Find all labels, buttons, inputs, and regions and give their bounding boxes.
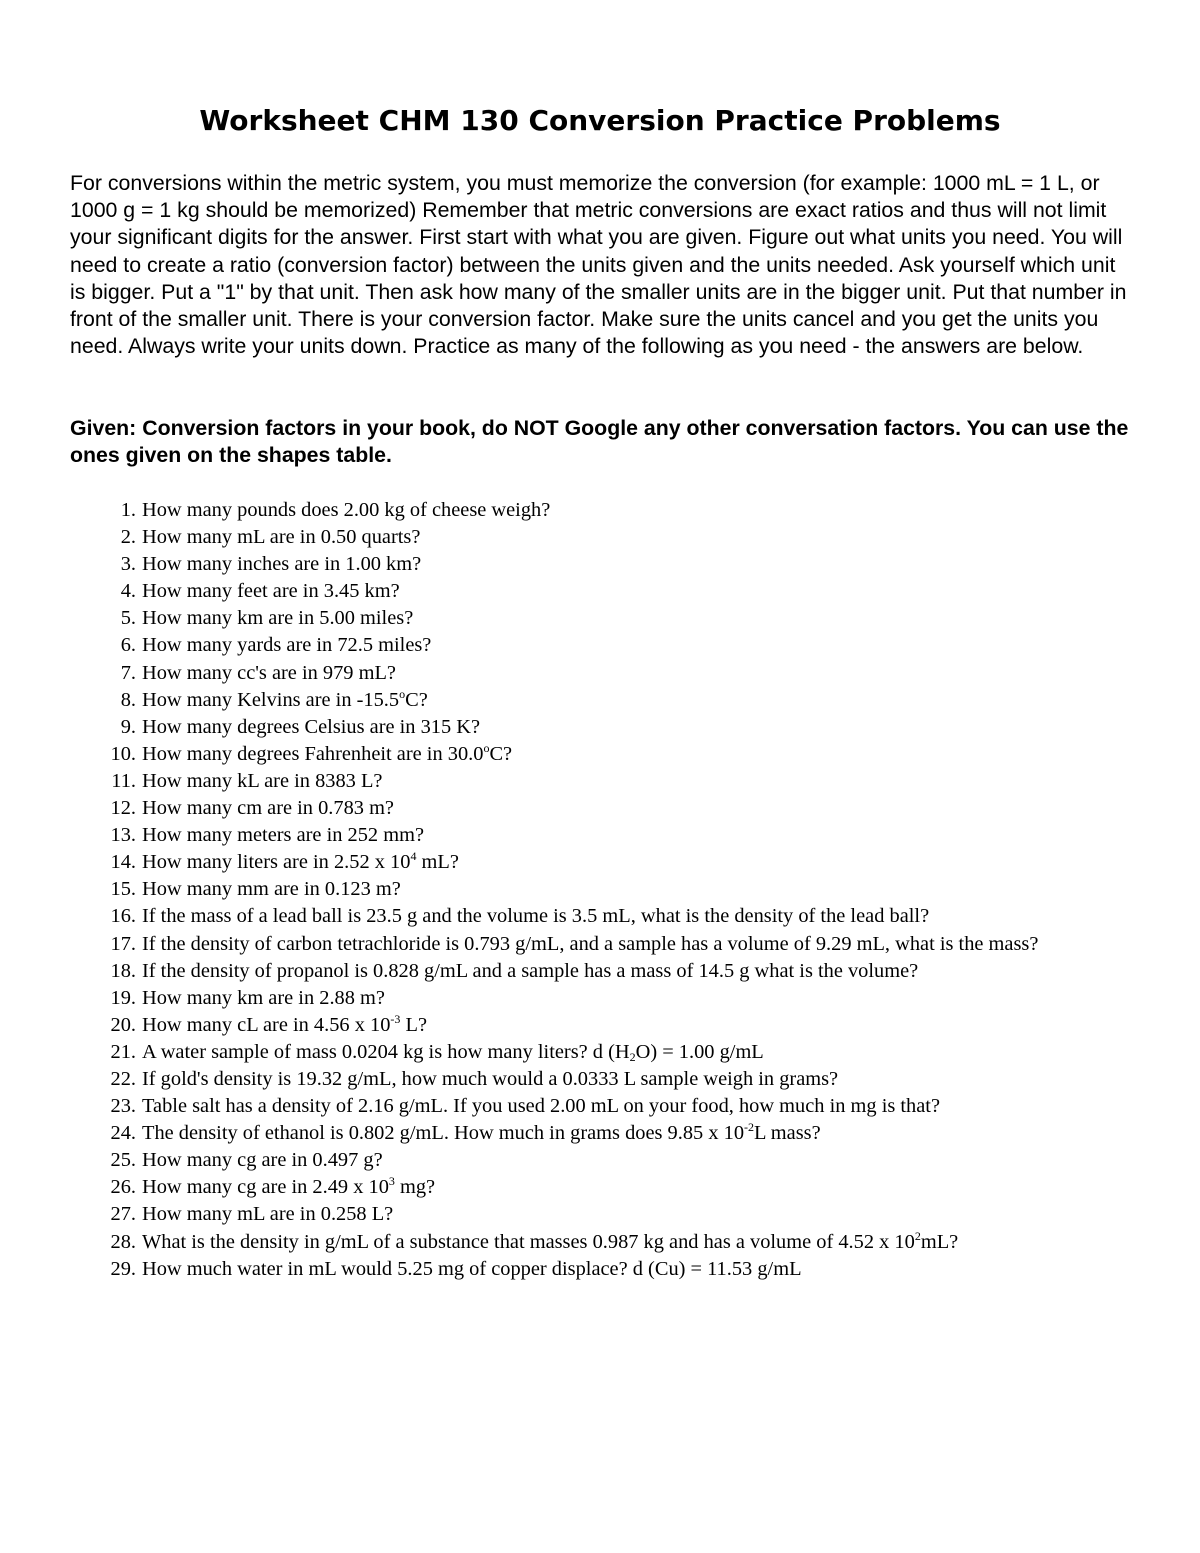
problem-text-pre: What is the density in g/mL of a substance that masses 0.987 kg and has a volume of 4.52 x 10 — [142, 1230, 915, 1253]
problem-item — [0, 497, 1200, 524]
problem-text — [142, 1122, 821, 1144]
superscript: -2 — [744, 1120, 755, 1135]
problem-item — [0, 795, 1200, 822]
problem-text-pre: A water sample of mass 0.0204 kg is how many liters? d (H — [142, 1040, 630, 1063]
problem-number: 21. — [110, 1040, 136, 1063]
problem-text: How many cg are in 0.497 g? — [142, 1149, 383, 1172]
problem-item — [0, 1147, 1200, 1174]
problem-item — [0, 1229, 1200, 1256]
problem-text: How many mL are in 0.50 quarts? — [142, 526, 421, 549]
problem-text-pre: How many Kelvins are in -15.5 — [142, 688, 400, 711]
problem-number: 24. — [110, 1122, 136, 1145]
problem-item — [0, 1256, 1200, 1283]
problem-number: 14. — [110, 851, 136, 874]
problem-item — [0, 958, 1200, 985]
superscript: 4 — [410, 849, 417, 864]
subscript: 2 — [629, 1049, 636, 1064]
problem-number: 25. — [110, 1149, 136, 1172]
problem-text-pre: How many cg are in 2.49 x 10 — [142, 1176, 389, 1199]
problem-text: If the mass of a lead ball is 23.5 g and the volume is 3.5 mL, what is the density of the lead ball? — [142, 905, 930, 928]
problem-number: 6. — [120, 634, 136, 657]
problem-text: How many mm are in 0.123 m? — [142, 878, 401, 901]
problem-item — [0, 632, 1200, 659]
problem-text: How much water in mL would 5.25 mg of copper displace? d (Cu) = 11.53 g/mL — [142, 1257, 802, 1280]
problem-item — [0, 1093, 1200, 1120]
problem-text: How many kL are in 8383 L? — [142, 769, 383, 792]
problem-text: How many inches are in 1.00 km? — [142, 553, 422, 576]
problem-item — [0, 524, 1200, 551]
intro-paragraph: For conversions within the metric system, you must memorize the conversion (for example: 1000 mL = 1 L, or 1000 g = 1 kg should be memorized) Remember that metric conversions are exact ratios and thus will not limit your significant digits for the answer. First start with what you are given. Figure out what units you need. You will need to create a ratio (conversion factor) between the units given and the units needed. Ask yourself which unit is bigger. Put a "1" by that unit. Then ask how many of the smaller units are in the bigger unit. Put that number in front of the smaller unit. There is your conversion factor. Make sure the units cancel and you get the units you need. Always write your units down. Practice as many of the following as you need - the answers are below. — [70, 171, 1127, 359]
problem-text-post: O) = 1.00 g/mL — [635, 1040, 764, 1063]
problem-text-pre: The density of ethanol is 0.802 g/mL. How much in grams does 9.85 x 10 — [142, 1122, 745, 1145]
problem-number: 27. — [110, 1203, 136, 1226]
problem-number: 26. — [110, 1176, 136, 1199]
problem-item — [0, 985, 1200, 1012]
problem-text-pre: How many cL are in 4.56 x 10 — [142, 1013, 391, 1036]
superscript: o — [483, 741, 490, 756]
problem-number: 5. — [120, 607, 136, 630]
problem-number: 7. — [120, 661, 136, 684]
problem-item — [0, 660, 1200, 687]
problem-text: How many km are in 2.88 m? — [142, 986, 385, 1009]
problem-item — [0, 714, 1200, 741]
problem-text: How many meters are in 252 mm? — [142, 824, 424, 847]
problem-item — [0, 1174, 1200, 1201]
problem-text — [142, 743, 512, 765]
problem-number: 16. — [110, 905, 136, 928]
problem-text-post: C? — [489, 742, 513, 765]
problem-number: 12. — [110, 797, 136, 820]
problem-number: 4. — [120, 580, 136, 603]
problem-text: How many degrees Celsius are in 315 K? — [142, 715, 481, 738]
problem-text: If gold's density is 19.32 g/mL, how much would a 0.0333 L sample weigh in grams? — [142, 1067, 839, 1090]
problem-text: How many km are in 5.00 miles? — [142, 607, 414, 630]
problem-text: How many mL are in 0.258 L? — [142, 1203, 394, 1226]
problem-item — [0, 578, 1200, 605]
problem-text-post: mL? — [416, 851, 459, 874]
superscript: 3 — [388, 1174, 395, 1189]
problem-item — [0, 1120, 1200, 1147]
problem-number: 2. — [120, 526, 136, 549]
problem-text — [142, 1011, 428, 1036]
superscript: o — [399, 686, 406, 701]
problem-item — [0, 1039, 1200, 1066]
problem-text: How many cc's are in 979 mL? — [142, 661, 396, 684]
given-note: Given: Conversion factors in your book, do NOT Google any other conversation factors. You can use the ones given on the shapes table. — [70, 416, 1129, 468]
problem-number: 23. — [110, 1095, 136, 1118]
problem-text: How many feet are in 3.45 km? — [142, 580, 400, 603]
problem-item — [0, 822, 1200, 849]
problem-text-post: mg? — [394, 1176, 436, 1199]
problem-number: 8. — [120, 688, 136, 711]
problem-number: 19. — [110, 986, 136, 1009]
problem-number: 28. — [110, 1230, 136, 1253]
superscript: -3 — [390, 1011, 401, 1026]
problem-text — [142, 1041, 764, 1063]
problem-number: 18. — [110, 959, 136, 982]
problem-item — [0, 876, 1200, 903]
problem-text: Table salt has a density of 2.16 g/mL. If you used 2.00 mL on your food, how much in mg is that? — [142, 1095, 941, 1118]
problem-text — [142, 686, 428, 711]
page-title: Worksheet CHM 130 Conversion Practice Problems — [199, 104, 1001, 137]
problem-text-post: C? — [405, 688, 428, 711]
problem-text: If the density of propanol is 0.828 g/mL and a sample has a mass of 14.5 g what is the volume? — [142, 959, 919, 982]
superscript: 2 — [914, 1228, 921, 1243]
problem-list — [0, 497, 1200, 1283]
problem-number: 11. — [111, 769, 136, 792]
problem-number: 1. — [120, 499, 136, 521]
problem-item — [0, 687, 1200, 714]
problem-text: If the density of carbon tetrachloride is 0.793 g/mL, and a sample has a volume of 9.29 mL, what is the mass? — [142, 932, 1039, 955]
problem-item — [0, 768, 1200, 795]
problem-item — [0, 1066, 1200, 1093]
problem-text: How many yards are in 72.5 miles? — [142, 634, 432, 657]
problem-text-post: L mass? — [754, 1122, 821, 1145]
problem-item — [0, 551, 1200, 578]
problem-number: 3. — [120, 553, 136, 576]
problem-item — [0, 903, 1200, 930]
problem-text — [142, 851, 459, 873]
problem-text: How many cm are in 0.783 m? — [142, 797, 394, 820]
problem-text — [142, 1228, 959, 1253]
problem-number: 13. — [110, 824, 136, 847]
problem-item — [0, 931, 1200, 958]
problem-number: 15. — [110, 878, 136, 901]
problem-text-post: L? — [400, 1013, 428, 1036]
problem-text — [142, 1176, 435, 1198]
problem-number: 17. — [110, 932, 136, 955]
problem-number: 22. — [110, 1067, 136, 1090]
problem-text-pre: How many degrees Fahrenheit are in 30.0 — [142, 742, 484, 765]
problem-item — [0, 741, 1200, 768]
problem-number: 29. — [110, 1257, 136, 1280]
problem-item — [0, 605, 1200, 632]
problem-number: 9. — [120, 715, 136, 738]
problem-item — [0, 849, 1200, 876]
problem-item — [0, 1012, 1200, 1039]
problem-number: 20. — [110, 1013, 136, 1036]
problem-number: 10. — [110, 742, 136, 765]
problem-item — [0, 1201, 1200, 1228]
problem-text: How many pounds does 2.00 kg of cheese weigh? — [142, 499, 551, 521]
problem-text-pre: How many liters are in 2.52 x 10 — [142, 851, 411, 874]
problem-text-post: mL? — [920, 1230, 959, 1253]
